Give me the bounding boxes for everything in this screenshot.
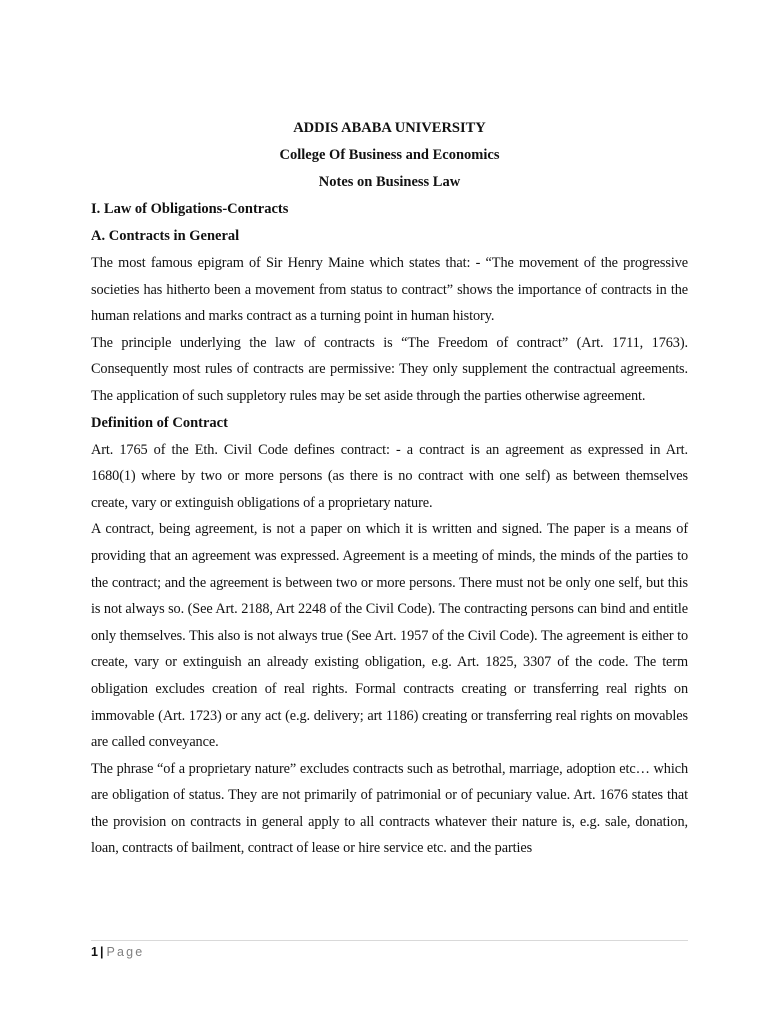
paragraph-definition: Art. 1765 of the Eth. Civil Code defines contract: - a contract is an agreement as expressed in Art. 1680(1) where by two or more persons (as there is no contract with one self) as between themselves create, vary or extinguish obligations of a proprietary nature.: [91, 441, 688, 511]
page-number: 1: [91, 945, 98, 959]
university-title: ADDIS ABABA UNIVERSITY: [293, 120, 486, 136]
footer-divider: [91, 940, 688, 941]
definition-heading: Definition of Contract: [91, 414, 228, 431]
paragraph-freedom-of-contract: The principle underlying the law of contracts is “The Freedom of contract” (Art. 1711, 1763). Consequently most rules of contracts are permissive: They only supplement the contractual agreements. The application of such suppletory rules may be set aside through the parties otherwise agreement.: [91, 334, 688, 404]
paragraph-agreement: A contract, being agreement, is not a paper on which it is written and signed. The paper is a means of providing that an agreement was expressed. Agreement is a meeting of minds, the minds of the parties to the contract; and the agreement is between two or more persons. There must not be only one self, but this is not always so. (See Art. 2188, Art 2248 of the Civil Code). The contracting persons can bind and entitle only themselves. This also is not always true (See Art. 1957 of the Civil Code). The agreement is either to create, vary or extinguish an already existing obligation, e.g. Art. 1825, 3307 of the code. The term obligation excludes creation of real rights. Formal contracts creating or transferring real rights on immovable (Art. 1723) or any act (e.g. delivery; art 1186) creating or transferring real rights on movables are called conveyance.: [91, 521, 688, 751]
subsection-heading: A. Contracts in General: [91, 228, 240, 244]
footer-separator: |: [99, 945, 104, 959]
notes-title: Notes on Business Law: [318, 174, 461, 190]
document-page: [91, 115, 688, 862]
section-heading: I. Law of Obligations-Contracts: [91, 201, 289, 217]
page-label: Page: [106, 945, 145, 959]
paragraph-maine-epigram: The most famous epigram of Sir Henry Maine which states that: - “The movement of the progressive societies has hitherto been a movement from status to contract” shows the importance of contracts in the human relations and marks contract as a turning point in human history.: [91, 255, 688, 325]
page-footer: [91, 943, 144, 961]
college-title: College Of Business and Economics: [279, 147, 500, 163]
paragraph-proprietary-nature: The phrase “of a proprietary nature” excludes contracts such as betrothal, marriage, adoption etc… which are obligation of status. They are not primarily of patrimonial or of pecuniary value. Art. 1676 states that the provision on contracts in general apply to all contracts whatever their nature is, e.g. sale, donation, loan, contracts of bailment, contract of lease or hire service etc. and the parties: [91, 760, 688, 857]
